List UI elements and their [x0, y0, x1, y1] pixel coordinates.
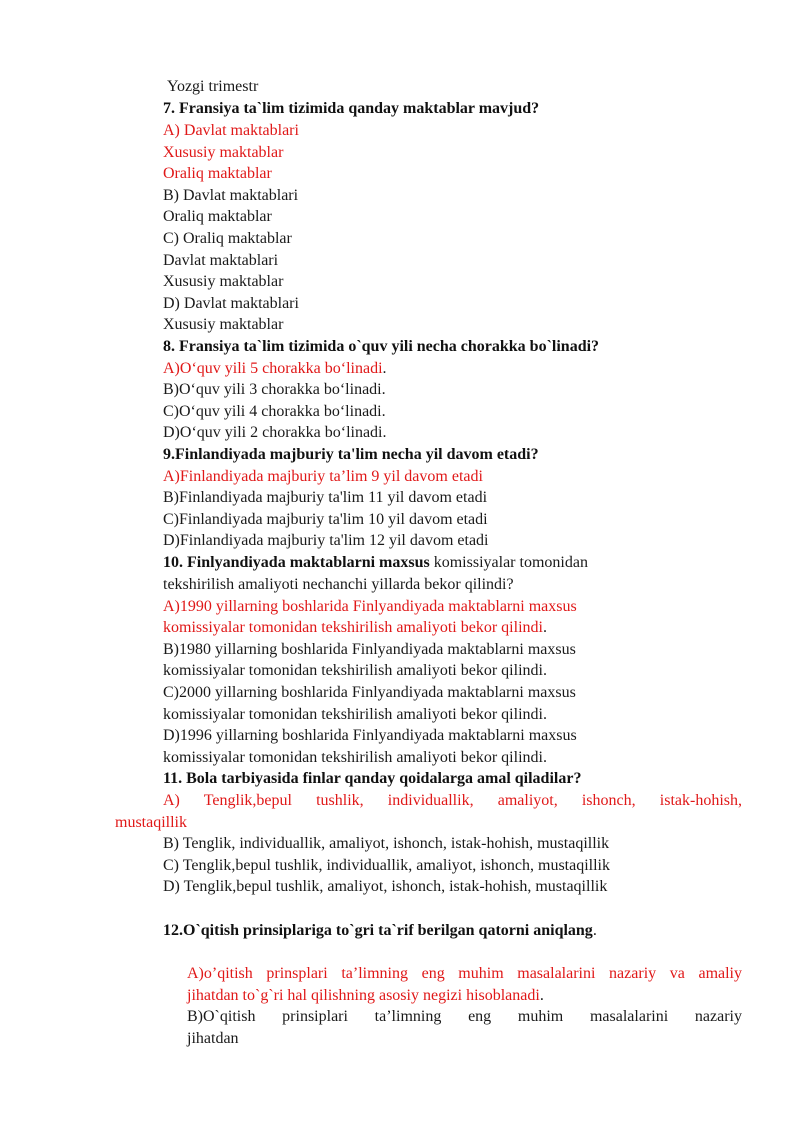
answer-12a-line1: A)o’qitish prinsplari ta’limning eng muhim masalalarini nazariy va amaliy [187, 965, 742, 982]
option-9b: B)Finlandiyada majburiy ta'lim 11 yil davom etadi [163, 489, 488, 506]
answer-11a-line2: mustaqillik [115, 814, 187, 831]
question-7: 7. Fransiya ta`lim tizimida qanday maktablar mavjud? [163, 100, 540, 117]
answer-8a [163, 358, 387, 380]
option-7c-line: Davlat maktablari [163, 252, 279, 269]
answer-7a-line: Oraliq maktablar [163, 165, 272, 182]
answer-9a [163, 466, 483, 488]
option-10c-line2: komissiyalar tomonidan tekshirilish amaliyoti bekor qilindi. [163, 706, 547, 723]
question-12-suffix: . [592, 922, 597, 939]
text-line: Yozgi trimestr [167, 78, 259, 95]
option-9d: D)Finlandiyada majburiy ta'lim 12 yil davom etadi [163, 532, 489, 549]
option-10c-line1: C)2000 yillarning boshlarida Finlyandiyada maktablarni maxsus [163, 684, 576, 701]
question-11: 11. Bola tarbiyasida finlar qanday qoidalarga amal qiladilar? [163, 770, 582, 787]
option-11c: C) Tenglik,bepul tushlik, individuallik, amaliyot, ishonch, mustaqillik [163, 857, 610, 874]
option-10b-line2: komissiyalar tomonidan tekshirilish amaliyoti bekor qilindi. [163, 662, 547, 679]
option-8c: C)O‘quv yili 4 chorakka bo‘linadi. [163, 403, 386, 420]
option-11b: B) Tenglik, individuallik, amaliyot, ishonch, istak-hohish, mustaqillik [163, 835, 610, 852]
answer-10a-prefix: A) [163, 598, 180, 615]
option-12b-line2: jihatdan [187, 1030, 239, 1047]
option-10d-line2: komissiyalar tomonidan tekshirilish amaliyoti bekor qilindi. [163, 749, 547, 766]
answer-10a-line2 [163, 617, 547, 639]
option-7b-line: Oraliq maktablar [163, 208, 272, 225]
question-9: 9.Finlandiyada majburiy ta'lim necha yil davom etadi? [163, 446, 539, 463]
question-10-line2: tekshirilish amaliyoti nechanchi yillarda bekor qilindi? [163, 576, 514, 593]
answer-12a-text2: jihatdan to`g`ri hal qilishning asosiy negizi hisoblanadi [187, 987, 540, 1004]
question-10-bold: 10. Finlyandiyada maktablarni maxsus [163, 554, 430, 571]
answer-12a-suffix: . [539, 987, 544, 1004]
answer-10a-text: 1990 yillarning boshlarida Finlyandiyada maktablarni maxsus [179, 598, 577, 615]
option-11d: D) Tenglik,bepul tushlik, amaliyot, ishonch, istak-hohish, mustaqillik [163, 878, 608, 895]
option-7d-line: Xususiy maktablar [163, 316, 284, 333]
answer-7a-line: Xususiy maktablar [163, 144, 284, 161]
option-9c: C)Finlandiyada majburiy ta'lim 10 yil davom etadi [163, 511, 488, 528]
option-10b-line1: B)1980 yillarning boshlarida Finlyandiyada maktablarni maxsus [163, 641, 576, 658]
question-10-rest: komissiyalar tomonidan [429, 554, 588, 571]
answer-9a-prefix: A) [163, 468, 180, 485]
option-8d: D)O‘quv yili 2 chorakka bo‘linadi. [163, 424, 387, 441]
option-12b-line1: B)O`qitish prinsiplari ta’limning eng muhim masalalarini nazariy [187, 1008, 742, 1025]
option-8b: B)O‘quv yili 3 chorakka bo‘linadi. [163, 381, 386, 398]
answer-10a-line1 [163, 596, 577, 618]
option-7b-line: B) Davlat maktablari [163, 187, 299, 204]
question-12-bold: 12.O`qitish prinsiplariga to`gri ta`rif berilgan qatorni aniqlang [163, 922, 593, 939]
question-10 [163, 552, 588, 574]
question-8: 8. Fransiya ta`lim tizimida o`quv yili necha chorakka bo`linadi? [163, 338, 600, 355]
option-7c-line: Xususiy maktablar [163, 273, 284, 290]
answer-8a-suffix: . [382, 360, 387, 377]
option-7c-line: C) Oraliq maktablar [163, 230, 292, 247]
answer-7a-line: A) Davlat maktablari [163, 122, 299, 139]
answer-12a-line2 [187, 985, 544, 1007]
answer-10a-text2: komissiyalar tomonidan tekshirilish amaliyoti bekor qilindi [163, 619, 543, 636]
option-7d-line: D) Davlat maktablari [163, 295, 299, 312]
question-12 [163, 920, 597, 942]
answer-8a-prefix: A) [163, 360, 180, 377]
answer-10a-suffix: . [542, 619, 547, 636]
answer-8a-text: O‘quv yili 5 chorakka bo‘linadi [179, 360, 383, 377]
answer-9a-text: Finlandiyada majburiy ta’lim 9 yil davom etadi [179, 468, 483, 485]
option-10d-line1: D)1996 yillarning boshlarida Finlyandiyada maktablarni maxsus [163, 727, 577, 744]
answer-11a-line1: A) Tenglik,bepul tushlik, individuallik, amaliyot, ishonch, istak-hohish, [163, 792, 742, 809]
